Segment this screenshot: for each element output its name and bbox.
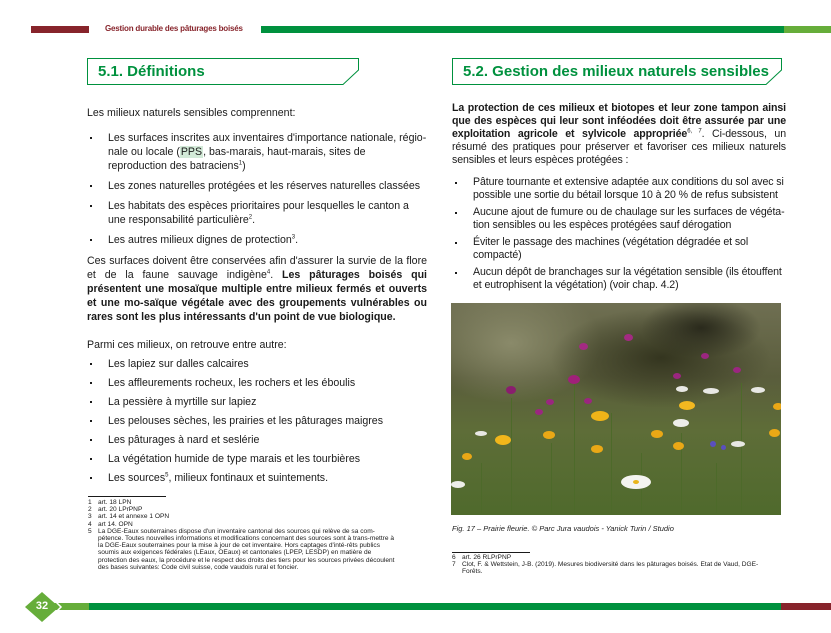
purple-flower	[579, 343, 588, 350]
yellow-flower	[591, 411, 609, 421]
sensitive-areas-list	[87, 131, 427, 247]
yellow-flower	[773, 403, 781, 410]
list-item: Les surfaces inscrites aux inventaires d'importance nationale, régio-nale ou locale (PPS, bas-marais, haut-marais, sites de reproduction des batraciens$^1$)	[87, 131, 427, 173]
list-item: Aucun dépôt de branchages sur la végétation sensible (ils étouffent et eutrophisent la végétation) (voir chap. 4.2)	[452, 266, 786, 292]
daisy-flower	[703, 388, 719, 394]
footnote: 6 art. 26 RLPrPNP	[452, 554, 512, 561]
yellow-flower	[651, 430, 663, 438]
daisy-flower	[676, 386, 688, 392]
running-title: Gestion durable des pâturages boisés	[105, 24, 243, 33]
footnote-ref[interactable]: 4	[266, 269, 271, 276]
purple-flower	[546, 399, 554, 405]
footnote-rule	[452, 552, 530, 553]
habitat-list	[87, 357, 427, 485]
list-item: Les affleurements rocheux, les rochers et les éboulis	[87, 376, 427, 390]
heading-text: 5.2. Gestion des milieux naturels sensibles	[463, 63, 769, 80]
left-column	[87, 106, 427, 485]
footnote: 1 art. 18 LPN	[88, 499, 132, 506]
list-item: La végétation humide de type marais et les tourbières	[87, 452, 427, 466]
heading-text: 5.1. Définitions	[98, 63, 205, 80]
list-item: Pâture tournante et extensive adaptée aux conditions du sol avec si possible une sortie du bétail lorsque 10 à 20 % de refus subsistent	[452, 176, 786, 202]
footnote-ref[interactable]: 3	[291, 234, 296, 241]
footnote-ref[interactable]: 5	[165, 472, 169, 479]
page-number-badge	[25, 594, 59, 620]
list-item: La pessière à myrtille sur lapiez	[87, 395, 427, 409]
practices-list	[452, 176, 786, 292]
footnote: 5 La DGE-Eaux souterraines dispose d'un inventaire cantonal des sources qui relève de sa com-pétence. Toutes nouvelles informations et modifications concernant des sources sont à trans-mettre à la DGE-Eaux souterraines pour la mise à jour de cet inventaire. Hors captages d'inté-rêts publics soumis aux exigences fédérales (LEaux, OEaux) et cantonales (LPEP, LESDP) en matière de protection des eaux, la procédure et le respect des droits des tiers pour les sources privées découlent des bases suivantes: Code civil suisse, code vaudois rural et foncier.	[88, 527, 395, 571]
purple-flower	[506, 386, 516, 394]
meadow-photo	[451, 303, 781, 515]
bold-statement: La protection de ces milieux et biotopes et leur zone tampon ainsi que des espèces qui leur sont inféodées doit être assurée par une exploitation agricole et sylvicole appropriée	[452, 102, 786, 140]
list-item: Les pelouses sèches, les prairies et les pâturages maigres	[87, 414, 427, 428]
purple-flower	[584, 398, 592, 404]
header-red-bar	[31, 26, 89, 33]
conservation-paragraph: Ces surfaces doivent être conservées afin d'assurer la survie de la flore et de la faune sauvage indigène$^4$. Les pâturages boisés qui présentent une mosaïque multiple entre milieux fermés et ouverts et une mo-saïque végétale avec des groupements vulnérables ou rares sont les plus intéressants d'un point de vue biologique.	[87, 255, 428, 323]
header-light-green-bar	[784, 26, 831, 33]
yellow-flower	[495, 435, 511, 445]
footnote-rule	[88, 496, 166, 497]
list-item: Les habitats des espèces prioritaires pour lesquelles le canton a une responsabilité particulière$^2$.	[87, 199, 427, 227]
footnote: 3 art. 14 et annexe 1 OPN	[88, 513, 170, 521]
purple-flower	[568, 375, 580, 384]
list-item: Éviter le passage des machines (végétation dégradée et sol compacté)	[452, 236, 786, 262]
footnote: 4 art 14. OPN	[88, 520, 133, 528]
intro-paragraph-2: Parmi ces milieux, on retrouve entre autre:	[87, 339, 287, 351]
yellow-flower	[673, 442, 684, 450]
daisy-flower	[731, 441, 745, 447]
blue-flower	[721, 445, 726, 450]
purple-flower	[673, 373, 681, 379]
yellow-flower	[679, 401, 695, 410]
footnote: 2 art. 20 LPrPNP	[88, 506, 143, 514]
purple-flower	[535, 409, 543, 415]
list-item: Les sources$^5$, milieux fontinaux et suintements.	[87, 471, 427, 485]
blue-flower	[710, 441, 716, 447]
daisy-flower	[451, 481, 465, 488]
yellow-flower	[543, 431, 555, 439]
list-item: Les pâturages à nard et seslérie	[87, 433, 427, 447]
footnote: 7 Clot, F. & Wettstein, J-B. (2019). Mesures biodiversité dans les pâturages boisés. Etat de Vaud, DGE-Forêts.	[452, 561, 759, 576]
yellow-flower	[591, 445, 603, 453]
intro-paragraph: Les milieux naturels sensibles comprennent:	[87, 107, 296, 119]
daisy-flower	[673, 419, 689, 427]
footer-red-bar	[781, 603, 831, 610]
footnote-ref[interactable]: 6, 7	[687, 128, 702, 135]
purple-flower	[624, 334, 633, 341]
page-number: 32	[35, 600, 49, 612]
daisy-flower	[475, 431, 487, 436]
section-heading-gestion	[452, 58, 782, 84]
list-item: Aucune ajout de fumure ou de chaulage sur les surfaces de végéta-tion sensibles ou les espèces protégées sauf dérogation	[452, 206, 786, 232]
list-item: Les lapiez sur dalles calcaires	[87, 357, 427, 371]
purple-flower	[733, 367, 741, 373]
footnote-ref[interactable]: 2	[248, 214, 253, 221]
right-column	[452, 102, 786, 292]
pps-highlight: PPS	[180, 146, 203, 158]
figure-caption: Fig. 17 – Prairie fleurie. © Parc Jura vaudois - Yanick Turin / Studio	[452, 524, 674, 533]
list-item: Les autres milieux dignes de protection$^3$.	[87, 233, 427, 247]
daisy-flower	[751, 387, 765, 393]
yellow-flower	[769, 429, 780, 437]
yellow-flower	[462, 453, 472, 460]
header-green-bar	[261, 26, 784, 33]
purple-flower	[701, 353, 709, 359]
footnotes-left	[88, 499, 396, 571]
bold-statement: Les pâturages boisés qui présentent une mosaïque multiple entre milieux fermés et ouverts et une mo-saïque végétale avec des groupements vulnérables ou rares sont les plus intéressants d'un point de vue biologique.	[87, 269, 428, 323]
footer-green-bar	[89, 603, 781, 610]
protection-paragraph: La protection de ces milieux et biotopes et leur zone tampon ainsi que des espèces qui leur sont inféodées doit être assurée par une exploitation agricole et sylvicole appropriée$^{6, 7}$. Ci-dessous, un résumé des pratiques pour préserver et favoriser ces milieux naturels sensibles et leurs espèces protégées :	[452, 102, 787, 166]
section-heading-definitions	[87, 58, 359, 84]
footnote-ref[interactable]: 1	[238, 160, 243, 167]
list-item: Les zones naturelles protégées et les réserves naturelles classées	[87, 179, 427, 193]
footnotes-right	[452, 554, 772, 576]
